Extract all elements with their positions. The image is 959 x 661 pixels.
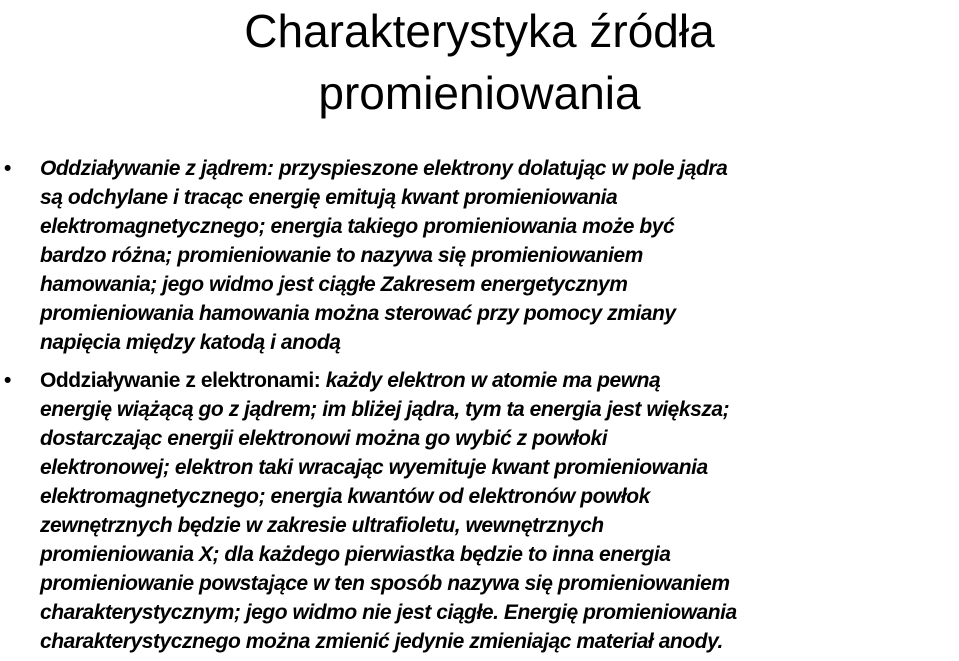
slide-title-line-2: promieniowania (318, 67, 641, 119)
bullet-dot-icon: • (4, 157, 11, 180)
bullet-line: zewnętrznych będzie w zakresie ultrafioletu, wewnętrznych (40, 514, 604, 537)
bullet-line: promieniowanie powstające w ten sposób nazywa się promieniowaniem (40, 572, 730, 595)
bullet-line: charakterystycznego można zmienić jedynie zmieniając materiał anody. (40, 630, 723, 653)
bullet-line: napięcia między katodą i anodą (40, 331, 341, 354)
slide-title (0, 0, 959, 124)
bullet-list (0, 154, 959, 653)
bullet-line: charakterystycznym; jego widmo nie jest ciągłe. Energię promieniowania (40, 601, 737, 624)
bullet-dot-icon: • (4, 369, 11, 392)
bullet-item-electrons (0, 366, 745, 656)
bullet-line: hamowania; jego widmo jest ciągłe Zakresem energetycznym (40, 273, 628, 296)
bullet-lead-continuation: każdy elektron w atomie ma pewną (325, 369, 661, 392)
bullet-line: energię wiążącą go z jądrem; im bliżej jądra, tym ta energia jest większa; (40, 398, 730, 421)
bullet-line: bardzo różna; promieniowanie to nazywa się promieniowaniem (40, 244, 643, 267)
bullet-line: elektronowej; elektron taki wracając wyemituje kwant promieniowania (40, 456, 708, 479)
bullet-line: Oddziaływanie z jądrem: przyspieszone elektrony dolatując w pole jądra (40, 157, 728, 180)
bullet-line: promieniowania X; dla każdego pierwiastka będzie to inna energia (40, 543, 671, 566)
bullet-item-nucleus (0, 154, 959, 357)
bullet-line (40, 366, 737, 395)
slide-title-line-1: Charakterystyka źródła (244, 5, 715, 57)
bullet-line: elektromagnetycznego; energia kwantów od elektronów powłok (40, 485, 650, 508)
bullet-line: promieniowania hamowania można sterować przy pomocy zmiany (40, 302, 676, 325)
bullet-line: dostarczając energii elektronowi można go wybić z powłoki (40, 427, 608, 450)
bullet-lead: Oddziaływanie z elektronami: (40, 369, 326, 392)
bullet-line: są odchylane i tracąc energię emitują kwant promieniowania (40, 186, 618, 209)
bullet-line: elektromagnetycznego; energia takiego promieniowania może być (40, 215, 675, 238)
